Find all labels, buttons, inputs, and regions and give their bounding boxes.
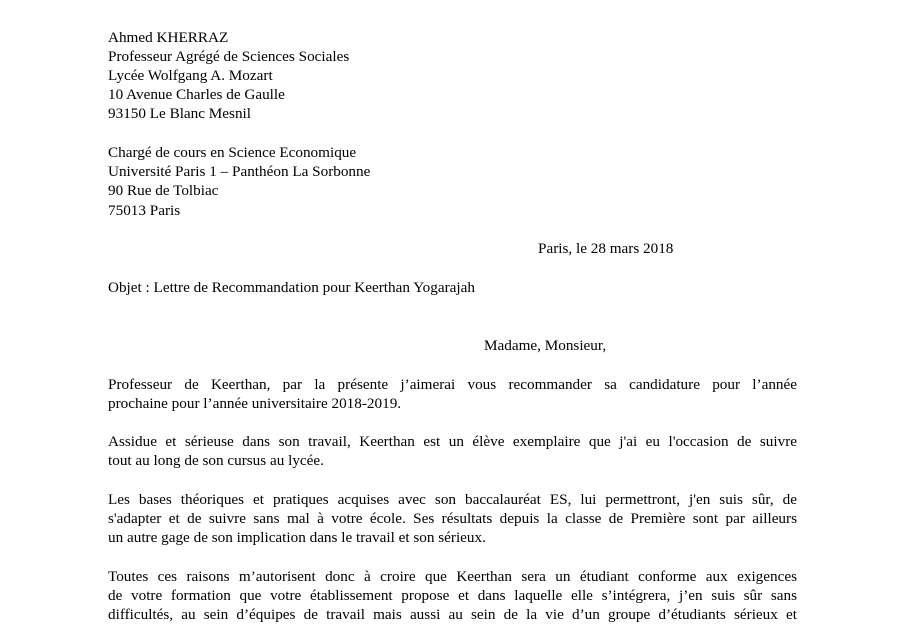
paragraph-4-line-3: difficultés, au sein d’équipes de travail mais aussi au sein de la vie d’un groupe d’étudiants sérieux et — [108, 606, 797, 623]
paragraph-3-line-2: s'adapter et de suivre sans mal à votre école. Ses résultats depuis la classe de Première sont par ailleurs — [108, 510, 797, 527]
letter-subject: Objet : Lettre de Recommandation pour Keerthan Yogarajah — [108, 279, 475, 296]
letter-greeting: Madame, Monsieur, — [484, 337, 607, 354]
recipient-street: 90 Rue de Tolbiac — [108, 182, 219, 199]
paragraph-2-line-1: Assidue et sérieuse dans son travail, Keerthan est un élève exemplaire que j'ai eu l'occasion de suivre — [108, 433, 797, 450]
recipient-role: Chargé de cours en Science Economique — [108, 144, 357, 161]
paragraph-2-line-2: tout au long de son cursus au lycée. — [108, 452, 324, 469]
paragraph-1-line-1: Professeur de Keerthan, par la présente j’aimerai vous recommander sa candidature pour l’année — [108, 376, 797, 393]
recipient-university: Université Paris 1 – Panthéon La Sorbonne — [108, 163, 371, 180]
sender-street: 10 Avenue Charles de Gaulle — [108, 86, 285, 103]
recipient-city: 75013 Paris — [108, 202, 181, 219]
sender-name: Ahmed KHERRAZ — [108, 29, 229, 46]
sender-title: Professeur Agrégé de Sciences Sociales — [108, 48, 350, 65]
sender-city: 93150 Le Blanc Mesnil — [108, 105, 251, 122]
paragraph-4-line-1: Toutes ces raisons m’autorisent donc à croire que Keerthan sera un étudiant conforme aux exigences — [108, 568, 797, 585]
paragraph-4-line-2: de votre formation que votre établissement propose et dans laquelle elle s’intégrera, j’en suis sûr sans — [108, 587, 797, 604]
letter-date: Paris, le 28 mars 2018 — [538, 240, 674, 257]
sender-school: Lycée Wolfgang A. Mozart — [108, 67, 273, 84]
paragraph-3-line-1: Les bases théoriques et pratiques acquises avec son baccalauréat ES, lui permettront, j'en suis sûr, de — [108, 491, 797, 508]
paragraph-3-line-3: un autre gage de son implication dans le travail et son sérieux. — [108, 529, 486, 546]
paragraph-1-line-2: prochaine pour l’année universitaire 2018-2019. — [108, 395, 402, 412]
